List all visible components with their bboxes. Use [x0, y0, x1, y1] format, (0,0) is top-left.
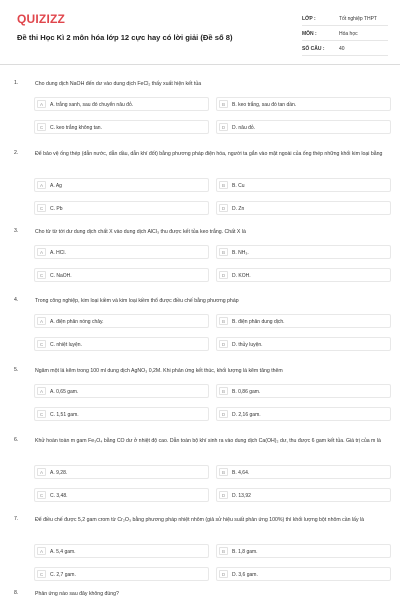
option-letter: C — [37, 204, 46, 212]
option-letter: C — [37, 123, 46, 131]
question-text: Cho từ từ tới dư dung dịch chất X vào dung dịch AlCl₃ thu được kết tủa keo trắng. Chất X là — [35, 229, 246, 235]
header-divider — [0, 64, 400, 65]
option-text: C. 1,51 gam. — [50, 411, 79, 418]
option-text: A. Ag — [50, 182, 62, 189]
answer-option-d[interactable] — [216, 201, 391, 215]
page-title: Đề thi Học Kì 2 môn hóa lớp 12 cực hay có lời giải (Đề số 8) — [17, 33, 233, 42]
option-letter: C — [37, 570, 46, 578]
question-number: 6. — [14, 437, 19, 443]
option-text: B. NH₃. — [232, 249, 249, 256]
option-text: A. điện phân nóng chảy. — [50, 318, 104, 325]
answer-option-c[interactable] — [34, 201, 209, 215]
option-text: C. nhiệt luyện. — [50, 341, 82, 348]
meta-key: LỚP : — [302, 16, 316, 22]
answer-option-b[interactable] — [216, 178, 391, 192]
option-letter: D — [219, 204, 228, 212]
option-letter: A — [37, 317, 46, 325]
answer-option-d[interactable] — [216, 407, 391, 421]
question-text: Để điều chế được 5,2 gam crom từ Cr₂O₃ bằng phương pháp nhiệt nhôm (giả sử hiệu suất phản ứng 100%) thì khối lượng bột nhôm cần lấy là — [35, 517, 365, 523]
answer-option-a[interactable] — [34, 178, 209, 192]
option-letter: A — [37, 468, 46, 476]
question-text: Cho dung dịch NaOH đến dư vào dung dịch FeCl₂ thấy xuất hiện kết tủa — [35, 81, 202, 87]
answer-option-d[interactable] — [216, 567, 391, 581]
meta-divider — [302, 55, 388, 56]
meta-divider — [302, 25, 388, 26]
question-number: 7. — [14, 516, 19, 522]
option-text: C. 3,48. — [50, 492, 68, 499]
option-letter: B — [219, 468, 228, 476]
answer-option-c[interactable] — [34, 268, 209, 282]
option-text: C. Pb — [50, 205, 63, 212]
answer-option-d[interactable] — [216, 337, 391, 351]
question-number: 2. — [14, 150, 19, 156]
answer-option-c[interactable] — [34, 567, 209, 581]
question-text: Để bảo vệ ống thép (dẫn nước, dẫn dầu, dẫn khí đốt) bằng phương pháp điện hóa, người ta gắn vào mặt ngoài của ống thép những khối kim loại bằng — [35, 151, 383, 157]
option-text: B. 1,8 gam. — [232, 548, 258, 555]
answer-option-c[interactable] — [34, 407, 209, 421]
answer-option-b[interactable] — [216, 544, 391, 558]
option-letter: B — [219, 317, 228, 325]
answer-option-d[interactable] — [216, 488, 391, 502]
option-text: D. Zn — [232, 205, 245, 212]
option-letter: B — [219, 547, 228, 555]
meta-value: Hóa học — [339, 31, 358, 37]
quizizz-logo: QUIZIZZ — [17, 12, 66, 26]
option-text: C. NaOH. — [50, 272, 72, 279]
meta-value: 40 — [339, 46, 345, 52]
answer-option-a[interactable] — [34, 384, 209, 398]
question-text: Ngâm một lá kẽm trong 100 ml dung dịch AgNO₃ 0,2M. Khi phản ứng kết thúc, khối lượng lá kẽm tăng thêm — [35, 368, 283, 374]
question-text: Trong công nghiệp, kim loại kiềm và kim loại kiềm thổ được điều chế bằng phương pháp — [35, 298, 239, 304]
answer-option-b[interactable] — [216, 465, 391, 479]
answer-option-a[interactable] — [34, 544, 209, 558]
option-text: D. 13,92 — [232, 492, 251, 499]
option-text: D. KOH. — [232, 272, 251, 279]
option-text: B. Cu — [232, 182, 245, 189]
option-text: C. keo trắng không tan. — [50, 124, 102, 131]
answer-option-a[interactable] — [34, 465, 209, 479]
option-letter: D — [219, 340, 228, 348]
option-text: A. 0,65 gam. — [50, 388, 79, 395]
option-text: B. 0,86 gam. — [232, 388, 261, 395]
meta-value: Tốt nghiệp THPT — [339, 16, 377, 22]
option-letter: C — [37, 410, 46, 418]
answer-option-a[interactable] — [34, 245, 209, 259]
option-letter: B — [219, 181, 228, 189]
question-text: Khử hoàn toàn m gam Fe₃O₄ bằng CO dư ở nhiệt độ cao. Dẫn toàn bộ khí sinh ra vào dung dịch Ca(OH)₂ dư, thu được 6 gam kết tủa. Giá trị của m là — [35, 438, 381, 444]
answer-option-c[interactable] — [34, 120, 209, 134]
question-text: Phản ứng nào sau đây không đúng? — [35, 591, 119, 597]
option-letter: D — [219, 570, 228, 578]
option-letter: A — [37, 387, 46, 395]
header — [0, 0, 400, 62]
option-text: D. 3,6 gam. — [232, 571, 258, 578]
option-text: D. 2,16 gam. — [232, 411, 261, 418]
option-letter: C — [37, 271, 46, 279]
answer-option-b[interactable] — [216, 245, 391, 259]
question-number: 3. — [14, 228, 19, 234]
option-letter: A — [37, 100, 46, 108]
option-letter: B — [219, 100, 228, 108]
answer-option-c[interactable] — [34, 488, 209, 502]
option-letter: A — [37, 248, 46, 256]
option-text: A. trắng xanh, sau đó chuyển nâu đỏ. — [50, 101, 134, 108]
answer-option-b[interactable] — [216, 314, 391, 328]
option-text: A. 9,28. — [50, 469, 68, 476]
meta-key: SỐ CÂU : — [302, 46, 325, 52]
answer-option-d[interactable] — [216, 268, 391, 282]
option-text: A. 5,4 gam. — [50, 548, 76, 555]
question-number: 1. — [14, 80, 19, 86]
option-text: B. keo trắng, sau đó tan dần. — [232, 101, 297, 108]
option-letter: C — [37, 340, 46, 348]
option-letter: C — [37, 491, 46, 499]
option-letter: D — [219, 410, 228, 418]
meta-divider — [302, 40, 388, 41]
answer-option-a[interactable] — [34, 314, 209, 328]
option-letter: B — [219, 387, 228, 395]
meta-key: MÔN : — [302, 31, 317, 37]
option-text: B. điện phân dung dịch. — [232, 318, 285, 325]
answer-option-b[interactable] — [216, 97, 391, 111]
question-number: 5. — [14, 367, 19, 373]
answer-option-a[interactable] — [34, 97, 209, 111]
option-letter: D — [219, 123, 228, 131]
question-number: 4. — [14, 297, 19, 303]
answer-option-c[interactable] — [34, 337, 209, 351]
option-text: A. HCl. — [50, 249, 66, 256]
option-letter: D — [219, 491, 228, 499]
option-letter: B — [219, 248, 228, 256]
option-text: D. thủy luyện. — [232, 341, 263, 348]
answer-option-d[interactable] — [216, 120, 391, 134]
option-letter: D — [219, 271, 228, 279]
option-text: C. 2,7 gam. — [50, 571, 76, 578]
option-letter: A — [37, 181, 46, 189]
option-text: B. 4,64. — [232, 469, 250, 476]
answer-option-b[interactable] — [216, 384, 391, 398]
option-letter: A — [37, 547, 46, 555]
option-text: D. nâu đỏ. — [232, 124, 256, 131]
question-number: 8. — [14, 590, 19, 596]
